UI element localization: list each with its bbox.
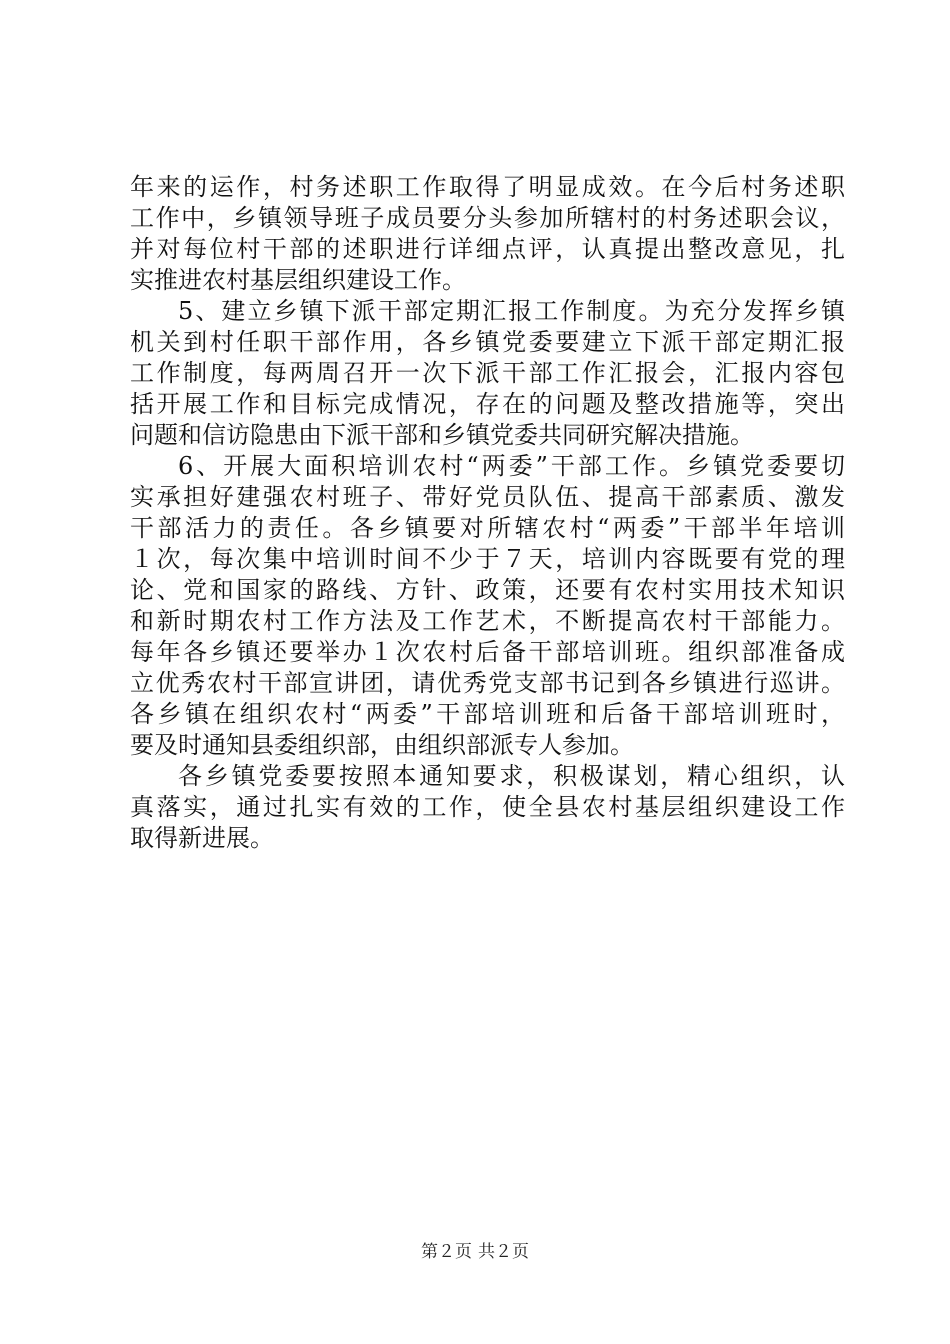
text-line: 取得新进展。 bbox=[130, 824, 274, 852]
text-line: 6、开展大面积培训农村“两委”干部工作。乡镇党委要切 bbox=[178, 452, 845, 480]
total-pages: 共２页 bbox=[478, 1242, 529, 1262]
text-line: 括开展工作和目标完成情况，存在的问题及整改措施等，突出 bbox=[130, 390, 845, 418]
text-line: 真落实，通过扎实有效的工作，使全县农村基层组织建设工作 bbox=[130, 793, 845, 821]
text-line: 工作制度，每两周召开一次下派干部工作汇报会，汇报内容包 bbox=[130, 359, 845, 387]
text-line: 要及时通知县委组织部，由组织部派专人参加。 bbox=[130, 731, 634, 759]
text-line: 5、建立乡镇下派干部定期汇报工作制度。为充分发挥乡镇 bbox=[178, 297, 845, 325]
text-line: 实承担好建强农村班子、带好党员队伍、提高干部素质、激发 bbox=[130, 483, 845, 511]
page-footer bbox=[0, 1241, 950, 1263]
paragraph-4 bbox=[130, 761, 845, 854]
text-line: 和新时期农村工作方法及工作艺术，不断提高农村干部能力。 bbox=[130, 607, 845, 635]
text-line: 各乡镇党委要按照本通知要求，积极谋划，精心组织，认 bbox=[178, 762, 845, 790]
text-line: １次，每次集中培训时间不少于７天，培训内容既要有党的理 bbox=[130, 545, 845, 573]
text-line: 各乡镇在组织农村“两委”干部培训班和后备干部培训班时， bbox=[130, 700, 845, 728]
paragraph-3 bbox=[130, 451, 845, 761]
paragraph-1 bbox=[130, 172, 845, 296]
text-line: 年来的运作，村务述职工作取得了明显成效。在今后村务述职 bbox=[130, 173, 845, 201]
text-line: 问题和信访隐患由下派干部和乡镇党委共同研究解决措施。 bbox=[130, 421, 754, 449]
paragraph-2 bbox=[130, 296, 845, 451]
text-line: 干部活力的责任。各乡镇要对所辖农村“两委”干部半年培训 bbox=[130, 514, 845, 542]
text-line: 每年各乡镇还要举办１次农村后备干部培训班。组织部准备成 bbox=[130, 638, 845, 666]
text-line: 立优秀农村干部宣讲团，请优秀党支部书记到各乡镇进行巡讲。 bbox=[130, 669, 845, 697]
text-line: 工作中，乡镇领导班子成员要分头参加所辖村的村务述职会议， bbox=[130, 204, 845, 232]
document-body bbox=[130, 172, 845, 854]
page-number: 第２页 bbox=[421, 1242, 472, 1262]
text-line: 并对每位村干部的述职进行详细点评，认真提出整改意见，扎 bbox=[130, 235, 845, 263]
text-line: 论、党和国家的路线、方针、政策，还要有农村实用技术知识 bbox=[130, 576, 845, 604]
text-line: 实推进农村基层组织建设工作。 bbox=[130, 266, 466, 294]
text-line: 机关到村任职干部作用，各乡镇党委要建立下派干部定期汇报 bbox=[130, 328, 845, 356]
